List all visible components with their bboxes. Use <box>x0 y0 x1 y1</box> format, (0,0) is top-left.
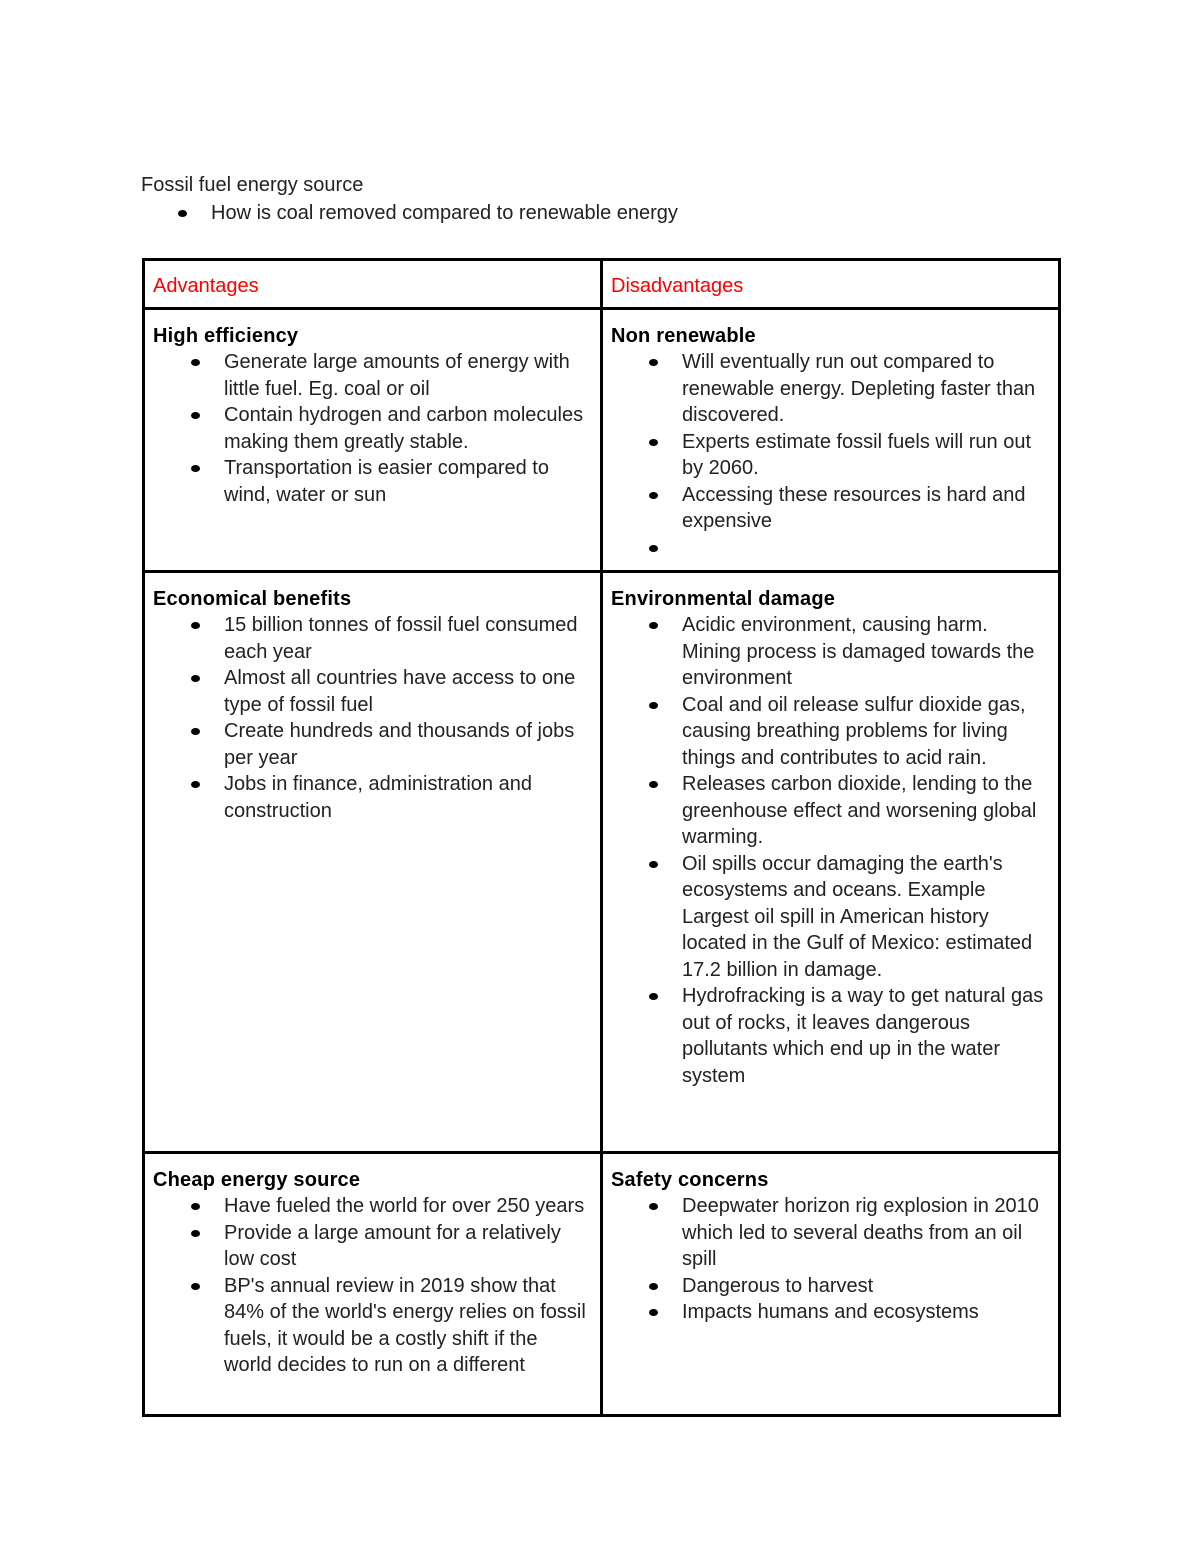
list-item: Oil spills occur damaging the earth's ecosystems and oceans. Example Largest oil spill in American history located in the Gulf of Mexico: estimated 17.2 billion in damage. <box>611 851 1050 984</box>
cell-bullet-list <box>611 612 1050 1089</box>
list-item: Deepwater horizon rig explosion in 2010 which led to several deaths from an oil spill <box>611 1193 1050 1273</box>
list-item: Hydrofracking is a way to get natural gas out of rocks, it leaves dangerous pollutants which end up in the water system <box>611 983 1050 1089</box>
document-title: Fossil fuel energy source <box>141 174 364 196</box>
cell-heading: Safety concerns <box>611 1169 769 1191</box>
list-item: Contain hydrogen and carbon molecules making them greatly stable. <box>153 402 592 455</box>
table-cell <box>144 572 602 1153</box>
header-disadvantages: Disadvantages <box>611 275 744 297</box>
list-item: Provide a large amount for a relatively low cost <box>153 1220 592 1273</box>
cell-bullet-list <box>153 1193 592 1379</box>
cell-bullet-list <box>611 349 1050 561</box>
header-advantages: Advantages <box>153 275 259 297</box>
list-item: Will eventually run out compared to renewable energy. Depleting faster than discovered. <box>611 349 1050 429</box>
table-row <box>144 309 1060 572</box>
header-cell-disadvantages <box>602 260 1060 309</box>
cell-heading: Cheap energy source <box>153 1169 361 1191</box>
cell-bullet-list <box>611 1193 1050 1326</box>
cell-bullet-list <box>153 612 592 824</box>
table-row <box>144 572 1060 1153</box>
list-item: Create hundreds and thousands of jobs per year <box>153 718 592 771</box>
list-item: Accessing these resources is hard and expensive <box>611 482 1050 535</box>
list-item-empty <box>611 535 1050 562</box>
list-item: Jobs in finance, administration and construction <box>153 771 592 824</box>
list-item: Impacts humans and ecosystems <box>611 1299 1050 1326</box>
advantages-disadvantages-table <box>142 258 1061 1417</box>
table-cell <box>144 309 602 572</box>
header-cell-advantages <box>144 260 602 309</box>
list-item: 15 billion tonnes of fossil fuel consumed each year <box>153 612 592 665</box>
cell-heading: Environmental damage <box>611 588 836 610</box>
list-item: BP's annual review in 2019 show that 84% of the world's energy relies on fossil fuels, it would be a costly shift if the world decides to run on a different <box>153 1273 592 1379</box>
list-item: Releases carbon dioxide, lending to the greenhouse effect and worsening global warming. <box>611 771 1050 851</box>
list-item: Coal and oil release sulfur dioxide gas, causing breathing problems for living things and contributes to acid rain. <box>611 692 1050 772</box>
table-row <box>144 1153 1060 1416</box>
intro-bullet-list <box>141 200 678 227</box>
list-item: Generate large amounts of energy with little fuel. Eg. coal or oil <box>153 349 592 402</box>
cell-heading: Economical benefits <box>153 588 352 610</box>
intro-bullet: How is coal removed compared to renewable energy <box>141 200 678 227</box>
table-cell <box>144 1153 602 1416</box>
table-cell <box>602 1153 1060 1416</box>
table-header-row <box>144 260 1060 309</box>
list-item: Experts estimate fossil fuels will run out by 2060. <box>611 429 1050 482</box>
list-item: Almost all countries have access to one type of fossil fuel <box>153 665 592 718</box>
cell-heading: Non renewable <box>611 325 756 347</box>
list-item: Transportation is easier compared to wind, water or sun <box>153 455 592 508</box>
table-cell <box>602 309 1060 572</box>
list-item: Acidic environment, causing harm. Mining process is damaged towards the environment <box>611 612 1050 692</box>
cell-bullet-list <box>153 349 592 508</box>
table-cell <box>602 572 1060 1153</box>
list-item: Have fueled the world for over 250 years <box>153 1193 592 1220</box>
cell-heading: High efficiency <box>153 325 299 347</box>
list-item: Dangerous to harvest <box>611 1273 1050 1300</box>
